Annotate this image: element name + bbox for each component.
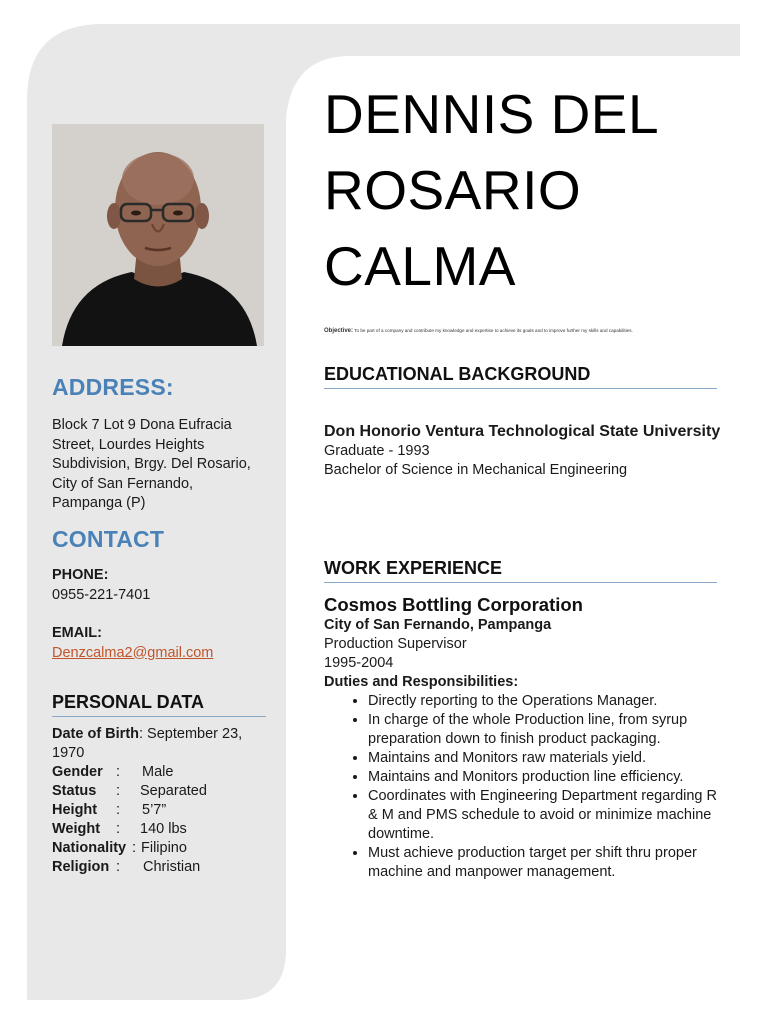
- dob-label: Date of Birth: [52, 725, 139, 742]
- duties-list: [324, 692, 724, 882]
- profile-photo: [52, 124, 264, 346]
- nationality-label: Nationality: [52, 839, 127, 856]
- contact-heading: CONTACT: [52, 526, 165, 552]
- dob-row: [52, 725, 267, 763]
- name-line-1: DENNIS DEL: [324, 83, 660, 145]
- job-position: Production Supervisor: [324, 636, 467, 652]
- nationality-sep: :: [132, 839, 137, 856]
- duties-label: Duties and Responsibilities:: [324, 674, 519, 690]
- gender-label: Gender: [52, 763, 103, 780]
- religion-label: Religion: [52, 858, 110, 875]
- duty-item: • Maintains and Monitors raw materials yield.: [368, 749, 724, 768]
- nationality-value: Filipino: [141, 839, 187, 856]
- personal-data-rows: [52, 763, 267, 877]
- school-name: Don Honorio Ventura Technological State University: [324, 423, 721, 440]
- gender-value: Male: [142, 763, 174, 780]
- personal-row-nationality: [52, 839, 267, 858]
- personal-row-gender: [52, 763, 267, 782]
- personal-data-section: [52, 693, 267, 877]
- personal-row-height: [52, 801, 267, 820]
- duty-item: • Directly reporting to the Operations Manager.: [368, 692, 724, 711]
- address-text: Block 7 Lot 9 Dona Eufracia Street, Lourdes Heights Subdivision, Brgy. Del Rosario, City of San Fernando, Pampanga (P): [52, 417, 251, 511]
- weight-label: Weight: [52, 820, 101, 837]
- phone-label: PHONE:: [52, 567, 109, 583]
- email-label: EMAIL:: [52, 625, 102, 641]
- name-line-2: ROSARIO: [324, 159, 582, 221]
- religion-sep: :: [116, 858, 121, 875]
- work-heading: WORK EXPERIENCE: [324, 558, 717, 583]
- contact-block: [52, 566, 267, 663]
- objective: [324, 328, 633, 334]
- objective-label: Objective:: [324, 328, 354, 334]
- height-value: 5’7”: [142, 801, 167, 818]
- address-heading: ADDRESS:: [52, 374, 174, 400]
- education-block: [324, 421, 724, 480]
- duty-item: • Maintains and Monitors production line efficiency.: [368, 768, 724, 787]
- phone-value: 0955-221-7401: [52, 586, 151, 603]
- personal-row-status: [52, 782, 267, 801]
- status-label: Status: [52, 782, 97, 799]
- company-name: Cosmos Bottling Corporation: [324, 594, 583, 615]
- company-location: City of San Fernando, Pampanga: [324, 617, 552, 633]
- dob-value: : September 23, 1970: [52, 725, 243, 761]
- job-years: 1995-2004: [324, 655, 394, 671]
- status-value: Separated: [140, 782, 207, 799]
- duty-item: • Coordinates with Engineering Department regarding R & M and PMS schedule to avoid or minimize machine downtime.: [368, 787, 724, 844]
- weight-value: 140 lbs: [140, 820, 187, 837]
- height-label: Height: [52, 801, 98, 818]
- work-block: [324, 593, 724, 882]
- education-status: Graduate - 1993: [324, 443, 430, 459]
- status-sep: :: [116, 782, 121, 799]
- weight-sep: :: [116, 820, 121, 837]
- full-name: [324, 76, 744, 304]
- personal-data-heading: PERSONAL DATA: [52, 693, 266, 717]
- education-degree: Bachelor of Science in Mechanical Engineering: [324, 462, 628, 478]
- gender-sep: :: [116, 763, 121, 780]
- name-line-3: CALMA: [324, 235, 516, 297]
- religion-value: Christian: [143, 858, 201, 875]
- email-link[interactable]: Denzcalma2@gmail.com: [52, 644, 214, 661]
- personal-row-religion: [52, 858, 267, 877]
- duty-item: • In charge of the whole Production line, from syrup preparation down to finish product packaging.: [368, 711, 724, 749]
- duty-item: • Must achieve production target per shift thru proper machine and manpower management.: [368, 844, 724, 882]
- height-sep: :: [116, 801, 121, 818]
- education-heading: EDUCATIONAL BACKGROUND: [324, 364, 717, 389]
- objective-text: To be part of a company and contribute my knowledge and expertise to achieve its goals and to improve further my skills and capabilities.: [354, 328, 633, 333]
- personal-row-weight: [52, 820, 267, 839]
